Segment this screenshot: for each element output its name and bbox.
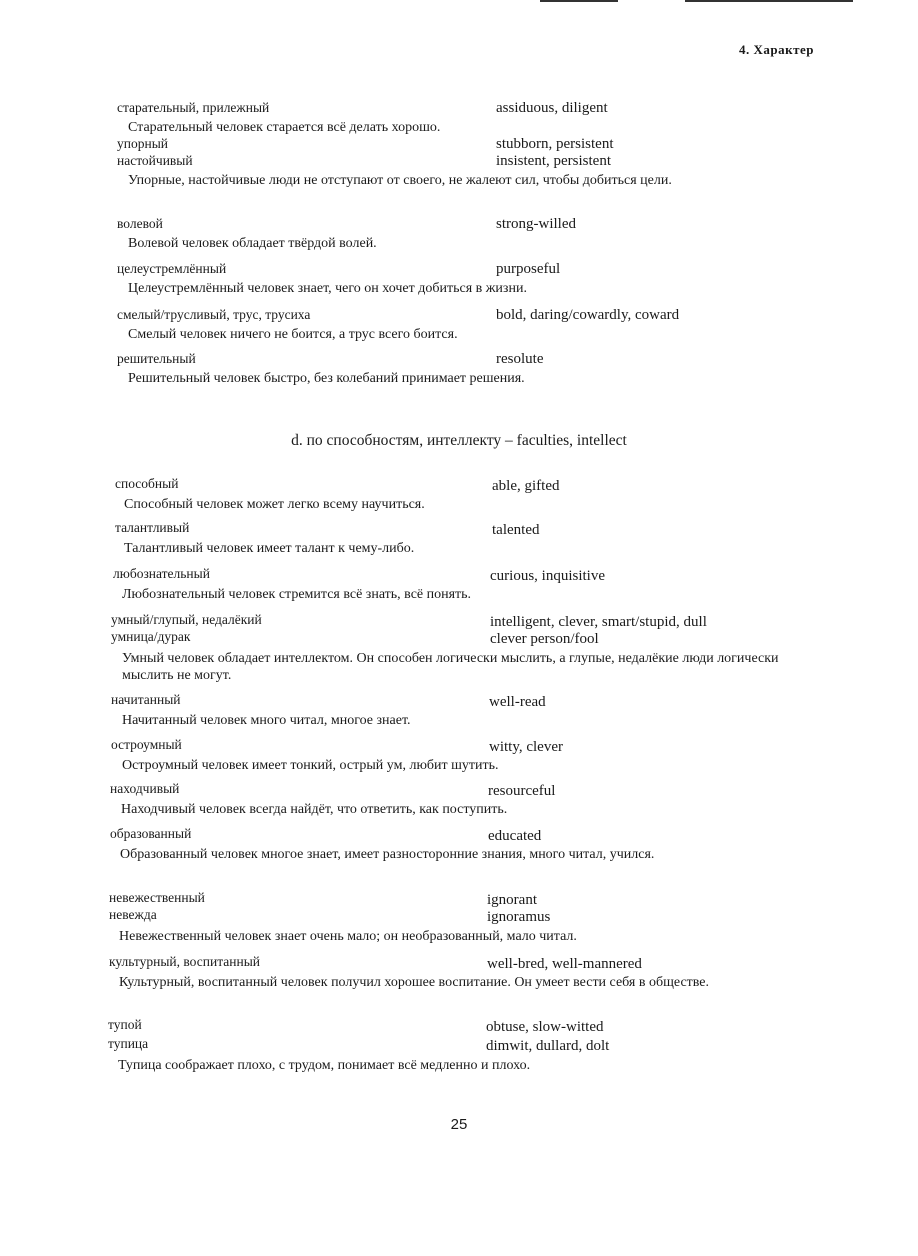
section-heading: d. по способностям, интеллекту – faculties, intellect <box>291 432 627 449</box>
entry-term: умница/дурак <box>111 629 191 644</box>
entry-term: способный <box>115 476 179 491</box>
entry-gloss: well-bred, well-mannered <box>487 956 642 972</box>
entry-term: волевой <box>117 216 163 231</box>
entry-gloss: obtuse, slow-witted <box>486 1019 604 1035</box>
entry-example: Образованный человек многое знает, имеет разносторонние знания, много читал, учился. <box>120 847 655 862</box>
entry-term: невежественный <box>109 890 205 905</box>
entry-gloss: ignoramus <box>487 909 551 925</box>
chapter-header: 4. Характер <box>739 42 814 57</box>
entry-gloss: resourceful <box>488 783 556 799</box>
entry-example: Любознательный человек стремится всё знать, всё понять. <box>122 587 472 602</box>
entry-example: Умный человек обладает интеллектом. Он способен логически мыслить, а глупые, недалёкие люди логически мыслить не могут. <box>122 651 779 683</box>
entry-gloss: clever person/fool <box>490 631 599 647</box>
entry-gloss: well-read <box>489 694 546 710</box>
entry-example: Смелый человек ничего не боится, а трус всего боится. <box>128 327 458 342</box>
entry-example: Культурный, воспитанный человек получил хорошее воспитание. Он умеет вести себя в обществе. <box>119 975 710 990</box>
entry-example: Остроумный человек имеет тонкий, острый ум, любит шутить. <box>122 758 499 773</box>
entry-gloss: assiduous, diligent <box>496 100 608 116</box>
entry-gloss: dimwit, dullard, dolt <box>486 1038 610 1054</box>
entry-example: Тупица соображает плохо, с трудом, понимает всё медленно и плохо. <box>118 1058 531 1073</box>
top-rule-right <box>685 0 853 2</box>
entry-gloss: resolute <box>496 351 544 367</box>
entry-gloss: educated <box>488 828 542 844</box>
entry-example: Решительный человек быстро, без колебаний принимает решения. <box>128 371 525 386</box>
entry-term: старательный, прилежный <box>117 100 270 115</box>
entry-gloss: able, gifted <box>492 478 560 494</box>
entry-term: любознательный <box>113 566 210 581</box>
entry-term: невежда <box>109 907 157 922</box>
entry-gloss: insistent, persistent <box>496 153 611 169</box>
entry-gloss: ignorant <box>487 892 537 908</box>
page-number: 25 <box>450 1116 468 1133</box>
entry-term: талантливый <box>115 520 190 535</box>
entry-term: тупой <box>108 1017 142 1032</box>
entry-term: тупица <box>108 1036 149 1051</box>
entry-term: начитанный <box>111 692 181 707</box>
entry-gloss: talented <box>492 522 540 538</box>
entry-term: культурный, воспитанный <box>109 954 261 969</box>
entry-example: Старательный человек старается всё делать хорошо. <box>128 120 441 135</box>
entry-example: Невежественный человек знает очень мало; он необразованный, мало читал. <box>119 929 577 944</box>
entry-gloss: intelligent, clever, smart/stupid, dull <box>490 614 707 630</box>
entry-gloss: bold, daring/cowardly, coward <box>496 307 680 323</box>
entry-example: Находчивый человек всегда найдёт, что ответить, как поступить. <box>121 802 508 817</box>
entry-gloss: curious, inquisitive <box>490 568 605 584</box>
entry-term: настойчивый <box>117 153 193 168</box>
entry-term: целеустремлённый <box>117 261 227 276</box>
entry-gloss: purposeful <box>496 261 561 277</box>
entry-example: Талантливый человек имеет талант к чему-либо. <box>124 541 415 556</box>
entry-term: решительный <box>117 351 196 366</box>
entry-example: Способный человек может легко всему научиться. <box>124 497 425 512</box>
entry-example: Целеустремлённый человек знает, чего он хочет добиться в жизни. <box>128 281 527 296</box>
entry-term: умный/глупый, недалёкий <box>111 612 262 627</box>
entry-term: упорный <box>117 136 168 151</box>
entry-example: Волевой человек обладает твёрдой волей. <box>128 236 377 251</box>
entry-term: находчивый <box>110 781 180 796</box>
entry-example: Упорные, настойчивые люди не отступают от своего, не жалеют сил, чтобы добиться цели. <box>128 173 672 188</box>
entry-gloss: strong-willed <box>496 216 576 232</box>
entry-term: образованный <box>110 826 192 841</box>
top-rule-left <box>540 0 618 2</box>
entry-gloss: witty, clever <box>489 739 563 755</box>
entry-example: Начитанный человек много читал, многое знает. <box>122 713 411 728</box>
entry-term: остроумный <box>111 737 182 752</box>
entry-term: смелый/трусливый, трус, трусиха <box>117 307 311 322</box>
entry-gloss: stubborn, persistent <box>496 136 614 152</box>
